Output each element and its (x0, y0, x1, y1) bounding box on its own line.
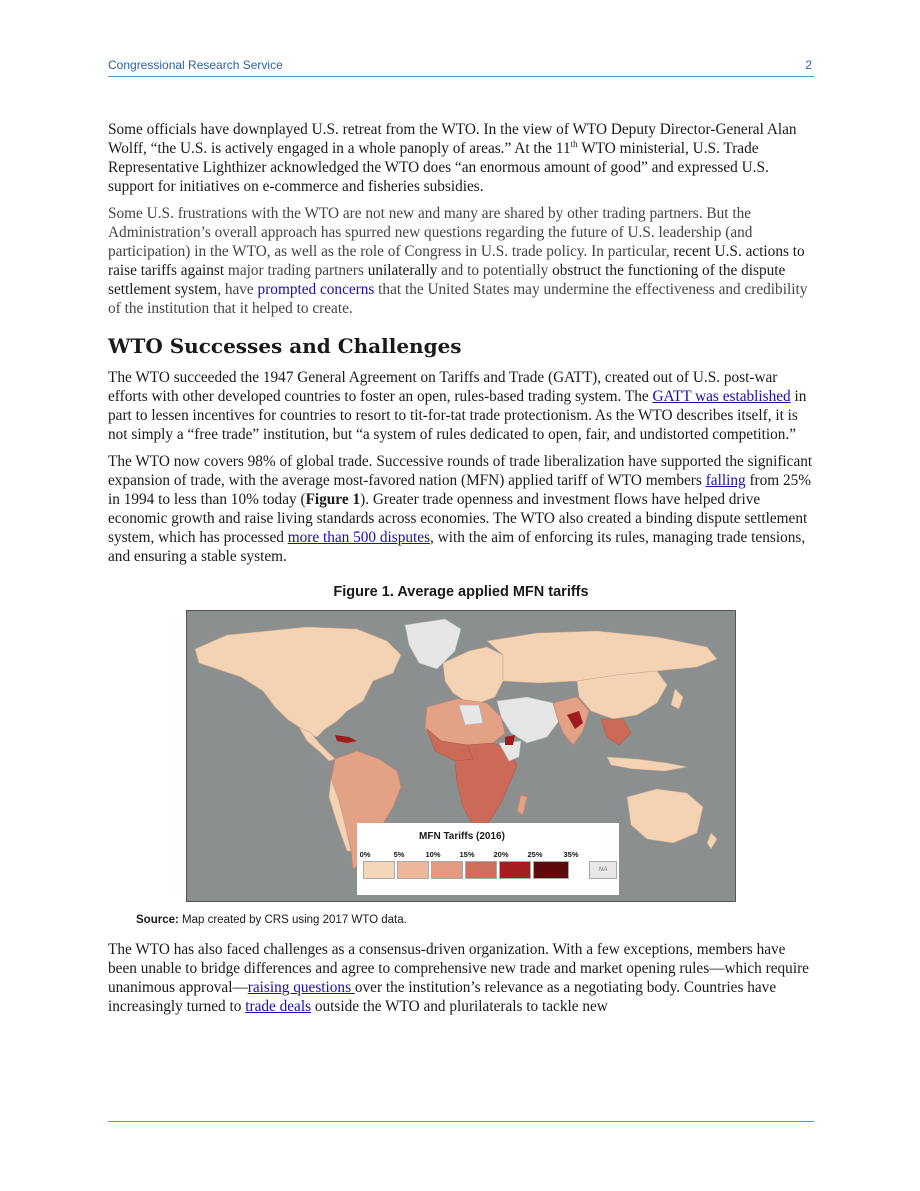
legend-tick-5: 5% (393, 850, 405, 859)
p2-text-a: Some U.S. frustrations with the WTO are not new and many are shared by other trading partners. But the Administration’s overall approach has spurred new questions regarding the future of U.S. leadership (and participation) in the WTO, as well as the role of Congress in U.S. trade policy. In particular, (108, 205, 753, 260)
p2-text-h: that the United States may undermine the effectiveness and credibility of the institution that it helped to create. (108, 281, 808, 317)
new-zealand (707, 833, 717, 849)
legend-swatch (499, 861, 531, 879)
figure-reference: Figure 1 (305, 491, 361, 508)
p2-text-g: , have (217, 281, 258, 298)
gatt-established-link[interactable]: GATT was established (652, 388, 791, 405)
p5-text-b: over the institution’s relevance as a negotiating body. Countries have increasingly turned to (108, 979, 777, 1015)
p4-text-a: The WTO now covers 98% of global trade. Successive rounds of trade liberalization have supported the significant expansion of trade, with the average most-favored nation (MFN) applied tariff of WTO members (108, 453, 813, 489)
p2-text-f: obstruct the functioning of the dispute settlement system (108, 262, 786, 298)
world-tariff-map (186, 610, 736, 902)
legend-tick-10: 10% (425, 850, 441, 859)
legend-swatch (431, 861, 463, 879)
p2-text-c: major trading partners (224, 262, 368, 279)
legend-na-swatch: NA (589, 861, 617, 879)
p1-text-a: Some officials have downplayed U.S. retreat from the WTO. In the view of WTO Deputy Director-General Alan Wolff, “the U.S. is actively engaged in a whole panoply of areas.” At the 11 (108, 121, 797, 157)
p5-text-c: outside the WTO and plurilaterals to tackle new (311, 998, 608, 1015)
middle-east (497, 697, 559, 743)
paragraph-4 (108, 452, 814, 566)
legend-swatch (397, 861, 429, 879)
p4-text-c: ). Greater trade openness and investment flows have helped drive economic growth and raise living standards across economies. The WTO also created a binding dispute settlement system, which has processed (108, 491, 808, 546)
caribbean (335, 735, 357, 743)
paragraph-1 (108, 120, 814, 196)
header-org: Congressional Research Service (108, 58, 283, 72)
section-heading: WTO Successes and Challenges (108, 334, 462, 358)
p4-text-d: , with the aim of enforcing its rules, managing trade tensions, and ensuring a stable system. (108, 529, 806, 565)
p1-superscript: th (570, 138, 578, 149)
legend-swatch (533, 861, 569, 879)
legend-tick-25: 25% (527, 850, 543, 859)
source-label: Source: (136, 914, 179, 926)
north-america (195, 627, 401, 737)
europe (443, 647, 503, 703)
legend-tick-35: 35% (563, 850, 579, 859)
southeast-asia (601, 719, 631, 745)
map-legend (357, 823, 619, 895)
page-header (108, 56, 814, 77)
legend-swatch (363, 861, 395, 879)
footer-rule (108, 1121, 814, 1122)
legend-tick-15: 15% (459, 850, 475, 859)
paragraph-2 (108, 204, 814, 318)
p5-text-a: The WTO has also faced challenges as a consensus-driven organization. With a few exceptions, members have been unable to bridge differences and agree to comprehensive new trade and market opening rules—which require unanimous approval— (108, 941, 809, 996)
indonesia (607, 757, 687, 771)
madagascar (517, 795, 527, 815)
p3-text-b: in part to lessen incentives for countries to resort to tit-for-tat trade protectionism. As the WTO describes itself, it is not simply a “free trade” institution, but “a system of rules dedicated to open, fair, and undistorted competition.” (108, 388, 807, 443)
figure-title: Figure 1. Average applied MFN tariffs (333, 584, 589, 600)
falling-link[interactable]: falling (705, 472, 746, 489)
source-text: Map created by CRS using 2017 WTO data. (178, 914, 407, 926)
prompted-concerns-link[interactable]: prompted concerns (257, 281, 375, 298)
paragraph-5 (108, 940, 814, 1016)
p2-text-e: and to potentially (437, 262, 553, 279)
p3-text-a: The WTO succeeded the 1947 General Agreement on Tariffs and Trade (GATT), created out of U.S. post-war efforts with other developed countries to foster an open, rules-based trading system. The (108, 369, 778, 405)
russia (487, 631, 717, 683)
page-content (108, 120, 814, 1024)
trade-deals-link[interactable]: trade deals (245, 998, 312, 1015)
australia (627, 789, 703, 843)
raising-questions-link[interactable]: raising questions (247, 979, 355, 996)
legend-tick-0: 0% (359, 850, 371, 859)
figure-source (136, 914, 814, 926)
legend-swatch (465, 861, 497, 879)
paragraph-3 (108, 368, 814, 444)
p4-text-b: from 25% in 1994 to less than 10% today ( (108, 472, 812, 508)
p1-text-b: WTO ministerial, U.S. Trade Representative Lighthizer acknowledged the WTO does “an enormous amount of good” and expressed U.S. support for initiatives on e-commerce and fisheries subsidies. (108, 140, 769, 195)
disputes-link[interactable]: more than 500 disputes (287, 529, 431, 546)
legend-title: MFN Tariffs (2016) (419, 831, 505, 842)
p2-text-d: unilaterally (367, 262, 438, 279)
p2-text-b: recent U.S. actions to raise tariffs against (108, 243, 805, 279)
legend-tick-20: 20% (493, 850, 509, 859)
page-number: 2 (805, 58, 812, 72)
japan (671, 689, 683, 709)
